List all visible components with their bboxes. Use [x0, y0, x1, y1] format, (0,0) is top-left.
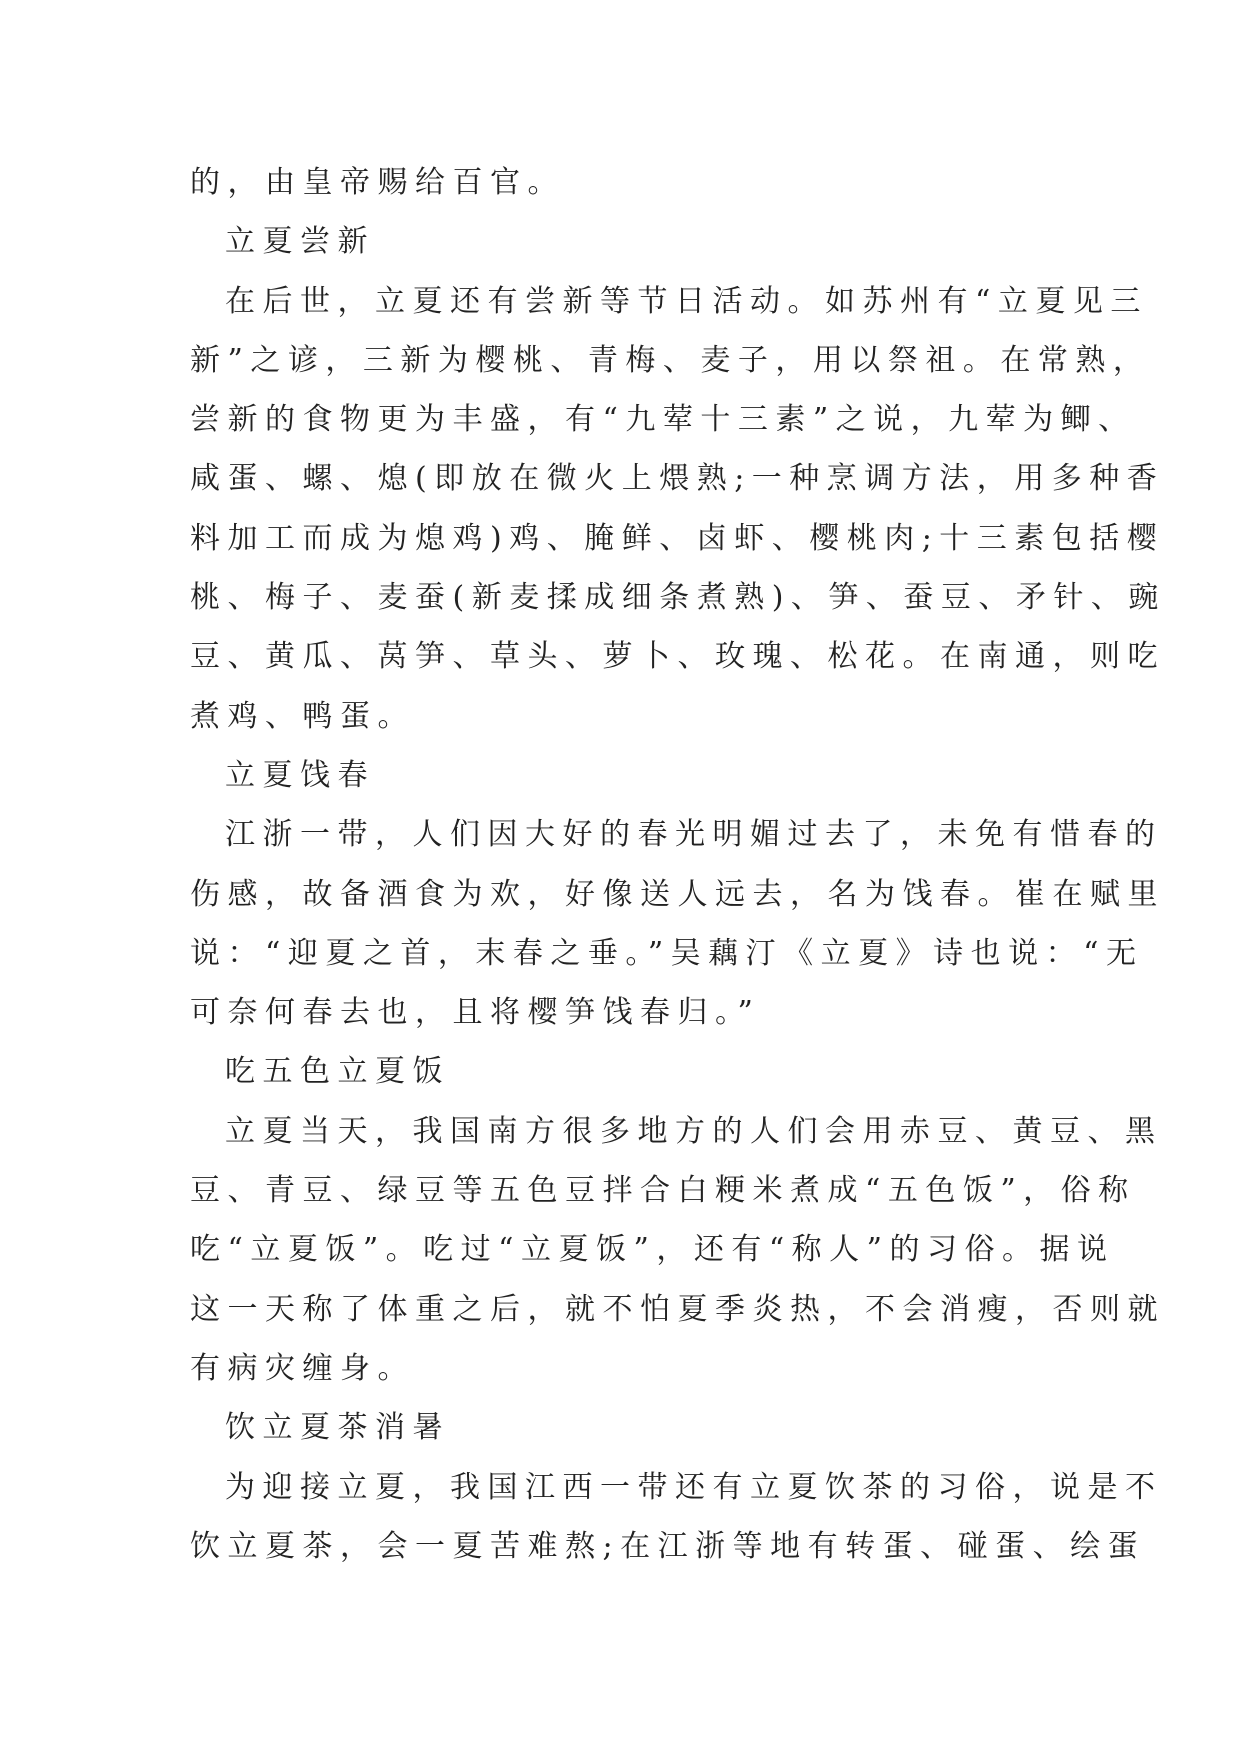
line-text: 江浙一带，人们因大好的春光明媚过去了，未免有惜春的: [225, 817, 1163, 853]
paragraph-line-indented: [190, 1111, 1163, 1170]
line-text: 豆、黄瓜、莴笋、草头、萝卜、玫瑰、松花。在南通，则吃: [190, 639, 1165, 675]
paragraph-line: [190, 399, 1136, 458]
paragraph-line-indented: [190, 755, 1070, 814]
line-text: 煮鸡、鸭蛋。: [190, 698, 415, 734]
line-text: 尝新的食物更为丰盛，有“九荤十三素”之说，九荤为鲫、: [190, 402, 1136, 438]
paragraph-line: [190, 162, 1070, 221]
line-text: 立夏饯春: [225, 757, 375, 793]
line-text: 饮立夏茶，会一夏苦难熬;在江浙等地有转蛋、碰蛋、绘蛋: [190, 1528, 1146, 1564]
line-text: 立夏尝新: [225, 224, 375, 260]
line-text: 伤感，故备酒食为欢，好像送人远去，名为饯春。崔在赋里: [190, 876, 1165, 912]
paragraph-line: [190, 1229, 1115, 1288]
paragraph-line: [190, 696, 1070, 755]
line-text: 的，由皇帝赐给百官。: [190, 165, 565, 200]
line-text: 咸蛋、螺、熄(即放在微火上煨熟;一种烹调方法，用多种香: [190, 461, 1165, 497]
paragraph-line: [190, 1289, 1165, 1348]
paragraph-line: [190, 992, 1070, 1051]
paragraph-line: [190, 636, 1165, 695]
paragraph-line-indented: [190, 1467, 1163, 1526]
paragraph-line-indented: [190, 814, 1163, 873]
line-text: 吃五色立夏饭: [225, 1054, 450, 1090]
paragraph-line: [190, 874, 1165, 933]
line-text: 桃、梅子、麦蚕(新麦揉成细条煮熟)、笋、蚕豆、矛针、豌: [190, 580, 1166, 616]
line-text: 有病灾缠身。: [190, 1350, 415, 1386]
paragraph-line: [190, 1348, 1070, 1407]
paragraph-line: [190, 577, 1166, 636]
line-text: 吃“立夏饭”。吃过“立夏饭”，还有“称人”的习俗。据说: [190, 1232, 1115, 1268]
line-text: 饮立夏茶消暑: [225, 1410, 450, 1446]
paragraph-line: [190, 1526, 1146, 1585]
line-text: 立夏当天，我国南方很多地方的人们会用赤豆、黄豆、黑: [225, 1113, 1163, 1149]
paragraph-line: [190, 1170, 1136, 1229]
line-text: 豆、青豆、绿豆等五色豆拌合白粳米煮成“五色饭”，俗称: [190, 1173, 1136, 1209]
paragraph-line: [190, 340, 1151, 399]
line-text: 在后世，立夏还有尝新等节日活动。如苏州有“立夏见三: [225, 283, 1148, 319]
paragraph-line: [190, 933, 1144, 992]
line-text: 为迎接立夏，我国江西一带还有立夏饮茶的习俗，说是不: [225, 1469, 1163, 1505]
document-body: [190, 162, 1166, 1585]
paragraph-line-indented: [190, 1407, 1070, 1466]
paragraph-line: [190, 518, 1165, 577]
line-text: 说：“迎夏之首，末春之垂。”吴藕汀《立夏》诗也说：“无: [190, 935, 1144, 971]
line-text: 料加工而成为熄鸡)鸡、腌鲜、卤虾、樱桃肉;十三素包括樱: [190, 520, 1165, 556]
line-text: 这一天称了体重之后，就不怕夏季炎热，不会消瘦，否则就: [190, 1291, 1165, 1327]
paragraph-line: [190, 458, 1165, 517]
line-text: 新”之谚，三新为樱桃、青梅、麦子，用以祭祖。在常熟，: [190, 342, 1151, 378]
paragraph-line-indented: [190, 281, 1148, 340]
line-text: 可奈何春去也，且将樱笋饯春归。”: [190, 995, 761, 1031]
paragraph-line-indented: [190, 221, 1070, 280]
paragraph-line-indented: [190, 1051, 1070, 1110]
